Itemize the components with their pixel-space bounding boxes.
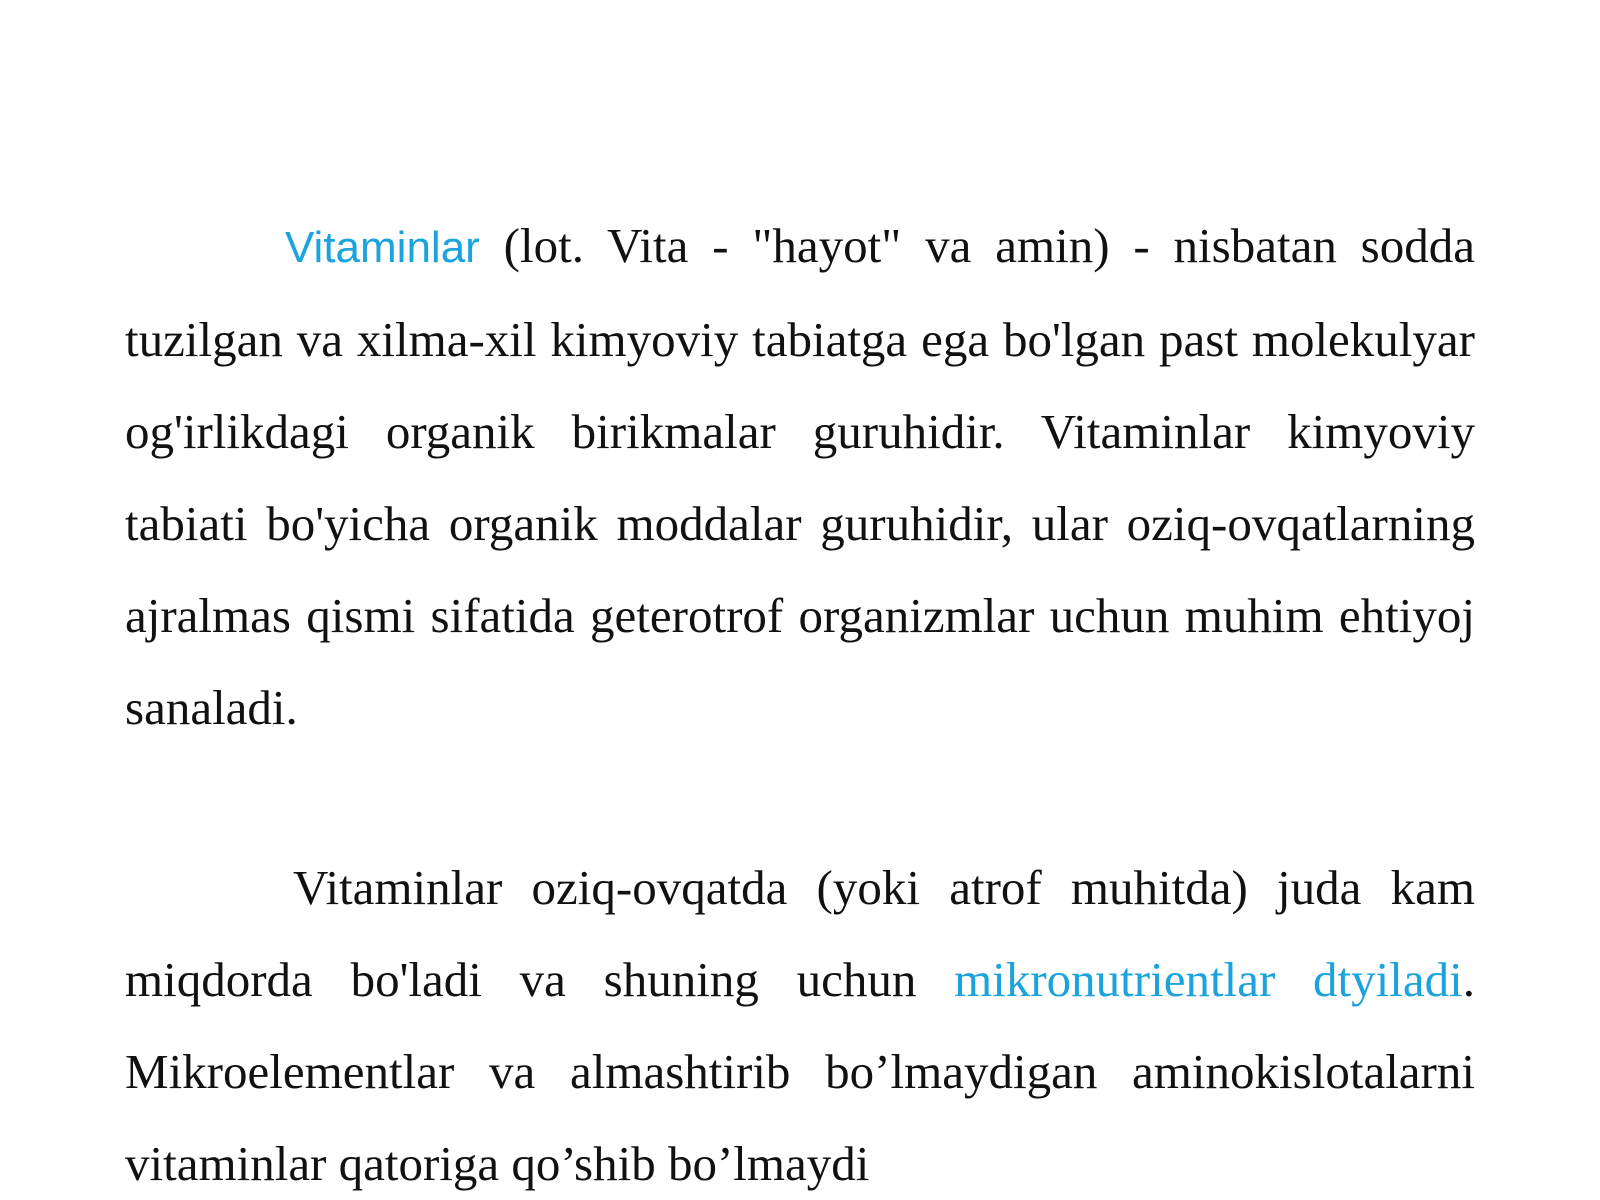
paragraph-2-text-after: . Mikroelementlar va almashtirib bo’lmaydigan aminokislotalarni vitaminlar qatoriga qo’shib bo’lmaydi bbox=[125, 952, 1475, 1191]
paragraph-2-text-before: Vitaminlar oziq-ovqatda (yoki atrof muhitda) juda kam miqdorda bo'ladi va shuning uchun bbox=[125, 860, 1475, 1007]
document-body bbox=[125, 200, 1475, 1200]
mikronutrientlar-link[interactable]: mikronutrientlar dtyiladi bbox=[954, 952, 1463, 1007]
paragraph-1-text: (lot. Vita - "hayot" va amin) - nisbatan sodda tuzilgan va xilma-xil kimyoviy tabiatga ega bo'lgan past molekulyar og'irlikdagi organik birikmalar guruhidir. Vitaminlar kimyoviy tabiati bo'yicha organik moddalar guruhidir, ular oziq-ovqatlarning ajralmas qismi sifatida geterotrof organizmlar uchun muhim ehtiyoj sanaladi. bbox=[125, 218, 1475, 735]
paragraph-vitamins-definition bbox=[125, 200, 1475, 754]
vitaminlar-link[interactable]: Vitaminlar bbox=[285, 223, 480, 272]
paragraph-micronutrients bbox=[125, 842, 1475, 1200]
